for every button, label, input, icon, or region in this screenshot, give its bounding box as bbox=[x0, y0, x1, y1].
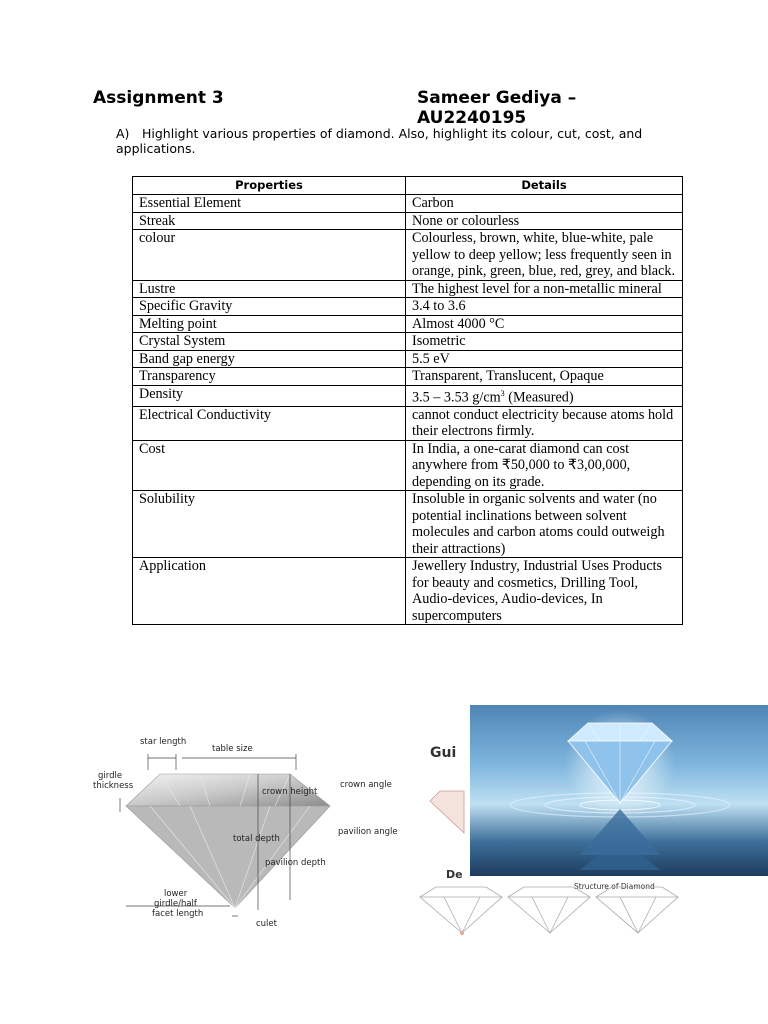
label-facet-length: facet length bbox=[152, 909, 204, 919]
question-marker: A) bbox=[116, 126, 130, 141]
label-pavilion-depth: pavilion depth bbox=[265, 858, 326, 868]
property-cell: Streak bbox=[133, 212, 406, 230]
property-cell: Density bbox=[133, 385, 406, 406]
property-cell: colour bbox=[133, 230, 406, 281]
density-superscript: 3 bbox=[500, 388, 505, 398]
question-text: Highlight various properties of diamond. Also, highlight its colour, cut, cost, and applications. bbox=[116, 126, 643, 156]
detail-cell: Insoluble in organic solvents and water (no potential inclinations between solvent molecules and carbon atoms could outweigh their attractions) bbox=[406, 491, 683, 558]
table-row bbox=[133, 195, 683, 213]
label-crown-angle: crown angle bbox=[340, 780, 392, 790]
label-table-size: table size bbox=[212, 744, 253, 754]
diamond-anatomy-svg bbox=[90, 720, 400, 940]
detail-cell: In India, a one-carat diamond can cost anywhere from ₹50,000 to ₹3,00,000, depending on its grade. bbox=[406, 440, 683, 491]
label-girdle-half: girdle/half bbox=[154, 899, 197, 909]
detail-cell: None or colourless bbox=[406, 212, 683, 230]
table-row bbox=[133, 558, 683, 625]
question-a bbox=[116, 126, 716, 156]
property-cell: Transparency bbox=[133, 368, 406, 386]
label-total-depth: total depth bbox=[233, 834, 280, 844]
header-details: Details bbox=[406, 177, 683, 195]
guide-diamond-outline-1 bbox=[420, 887, 502, 933]
document-header bbox=[93, 88, 673, 128]
property-cell: Melting point bbox=[133, 315, 406, 333]
guide-diamond-small bbox=[430, 791, 464, 833]
diamond-photo-svg bbox=[470, 705, 768, 876]
assignment-title: Assignment 3 bbox=[93, 88, 224, 108]
density-note: (Measured) bbox=[504, 389, 574, 406]
label-culet: culet bbox=[256, 919, 277, 929]
label-lower: lower bbox=[164, 889, 188, 899]
property-cell: Specific Gravity bbox=[133, 298, 406, 316]
density-value: 3.5 – 3.53 g/cm bbox=[412, 389, 501, 406]
table-row bbox=[133, 406, 683, 440]
detail-cell: The highest level for a non-metallic mineral bbox=[406, 280, 683, 298]
detail-cell: Jewellery Industry, Industrial Uses Products for beauty and cosmetics, Drilling Tool, Audio-devices, Audio-devices, In supercomputers bbox=[406, 558, 683, 625]
table-row bbox=[133, 298, 683, 316]
property-cell: Solubility bbox=[133, 491, 406, 558]
detail-cell: cannot conduct electricity because atoms hold their electrons firmly. bbox=[406, 406, 683, 440]
table-row bbox=[133, 368, 683, 386]
label-star-length: star length bbox=[140, 737, 187, 747]
photo-reflection-pavilion bbox=[580, 809, 660, 855]
diamond-anatomy-diagram bbox=[90, 720, 400, 940]
table-header-row bbox=[133, 177, 683, 195]
guide-sub-partial: De bbox=[446, 868, 463, 881]
author-name-id: Sameer Gediya – AU2240195 bbox=[417, 88, 577, 128]
header-properties: Properties bbox=[133, 177, 406, 195]
table-row bbox=[133, 280, 683, 298]
table-row bbox=[133, 491, 683, 558]
detail-cell: Isometric bbox=[406, 333, 683, 351]
detail-cell bbox=[406, 385, 683, 406]
diamond-photo bbox=[470, 705, 768, 876]
properties-table bbox=[132, 176, 683, 625]
detail-cell: Almost 4000 °C bbox=[406, 315, 683, 333]
property-cell: Band gap energy bbox=[133, 350, 406, 368]
property-cell: Lustre bbox=[133, 280, 406, 298]
label-thickness: thickness bbox=[93, 781, 134, 791]
detail-cell: 3.4 to 3.6 bbox=[406, 298, 683, 316]
table-row bbox=[133, 230, 683, 281]
property-cell: Cost bbox=[133, 440, 406, 491]
property-cell: Application bbox=[133, 558, 406, 625]
detail-cell: Colourless, brown, white, blue-white, pale yellow to deep yellow; less frequently seen in orange, pink, green, blue, red, grey, and black. bbox=[406, 230, 683, 281]
property-cell: Essential Element bbox=[133, 195, 406, 213]
guide-diamond-outline-3 bbox=[596, 887, 678, 933]
table-row bbox=[133, 333, 683, 351]
photo-diamond-reflection bbox=[580, 855, 660, 870]
label-girdle: girdle bbox=[98, 771, 123, 781]
guide-diamond-outline-2 bbox=[508, 887, 590, 933]
label-crown-height: crown height bbox=[262, 787, 318, 797]
table-row bbox=[133, 385, 683, 406]
guide-title-partial: Gui bbox=[430, 745, 457, 761]
table-row bbox=[133, 315, 683, 333]
detail-cell: Transparent, Translucent, Opaque bbox=[406, 368, 683, 386]
detail-cell: Carbon bbox=[406, 195, 683, 213]
label-pavilion-angle: pavilion angle bbox=[338, 827, 398, 837]
table-row bbox=[133, 350, 683, 368]
guide-structure-caption: Structure of Diamond bbox=[574, 882, 655, 891]
table-row bbox=[133, 440, 683, 491]
table-row bbox=[133, 212, 683, 230]
property-cell: Electrical Conductivity bbox=[133, 406, 406, 440]
property-cell: Crystal System bbox=[133, 333, 406, 351]
detail-cell: 5.5 eV bbox=[406, 350, 683, 368]
